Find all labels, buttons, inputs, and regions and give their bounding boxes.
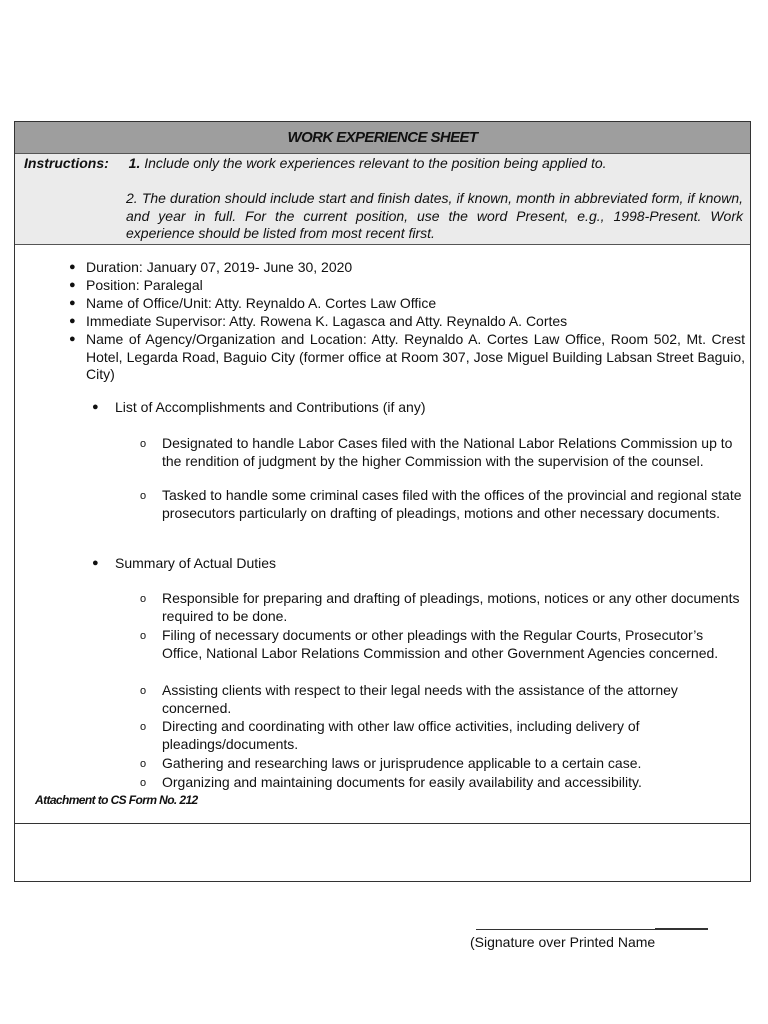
instruction-2 — [126, 190, 743, 243]
bullet-icon: ● — [92, 557, 99, 569]
duty-text: Directing and coordinating with other law office activities, including delivery of pleadings/documents. — [162, 718, 640, 752]
duty-item — [140, 626, 747, 662]
duty-item — [140, 754, 747, 772]
instruction-2-text: The duration should include start and finish dates, if known, month in abbreviated form, if known, and year in full. For the current position, use the word Present, e.g., 1998-Present. Work experience should be listed from most recent first. — [126, 190, 743, 241]
bullet-icon: ● — [69, 279, 76, 291]
bullet-icon: ● — [69, 315, 76, 327]
instruction-1-number: 1. — [128, 155, 141, 171]
duties-heading-text: Summary of Actual Duties — [115, 555, 277, 571]
bullet-icon: ● — [69, 297, 76, 309]
signature-line-accent — [655, 928, 708, 930]
circle-bullet-icon: o — [140, 685, 147, 697]
accomplishments-heading — [92, 399, 426, 417]
circle-bullet-icon: o — [140, 721, 147, 733]
duty-text: Responsible for preparing and drafting of pleadings, motions, notices or any other documents required to be done. — [162, 590, 740, 624]
circle-bullet-icon: o — [140, 490, 147, 502]
duty-text: Organizing and maintaining documents for easily availability and accessibility. — [162, 774, 642, 790]
instruction-1 — [24, 155, 607, 171]
signature-line — [476, 929, 708, 930]
bullet-icon: ● — [69, 333, 76, 345]
duty-item — [140, 717, 747, 753]
circle-bullet-icon: o — [140, 758, 147, 770]
supervisor-item — [69, 313, 745, 331]
duty-item — [140, 589, 747, 625]
bullet-icon: ● — [92, 401, 99, 413]
accomplishment-item — [140, 434, 747, 470]
circle-bullet-icon: o — [140, 777, 147, 789]
accomplishment-item — [140, 486, 747, 522]
circle-bullet-icon: o — [140, 593, 147, 605]
bullet-icon: ● — [69, 261, 76, 273]
attachment-note: Attachment to CS Form No. 212 — [35, 793, 202, 807]
accomplishment-text: Designated to handle Labor Cases filed with the National Labor Relations Commission up to the rendition of judgment by the higher Commission with the supervision of the counsel. — [162, 435, 733, 469]
office-item — [69, 295, 745, 313]
accomplishment-text: Tasked to handle some criminal cases filed with the offices of the provincial and regional state prosecutors particularly on drafting of pleadings, motions and other necessary documents. — [162, 487, 742, 521]
accomplishments-heading-text: List of Accomplishments and Contributions (if any) — [115, 399, 426, 415]
circle-bullet-icon: o — [140, 438, 147, 450]
duty-item — [140, 681, 747, 717]
instructions-label: Instructions: — [24, 155, 109, 171]
circle-bullet-icon: o — [140, 630, 147, 642]
duties-heading — [92, 555, 277, 573]
position-text: Position: Paralegal — [86, 277, 203, 293]
duration-text: Duration: January 07, 2019- June 30, 2020 — [86, 259, 353, 275]
duration-item — [69, 259, 745, 277]
instruction-2-number: 2. — [126, 190, 138, 206]
duty-item — [140, 773, 747, 791]
agency-text: Name of Agency/Organization and Location: Atty. Reynaldo A. Cortes Law Office, Room 502, Mt. Crest Hotel, Legarda Road, Baguio City (former office at Room 307, Jose Miguel Building Labsan Street Baguio, City) — [86, 331, 745, 382]
work-experience-sheet — [14, 121, 751, 882]
duty-text: Assisting clients with respect to their legal needs with the assistance of the attorney concerned. — [162, 682, 678, 716]
signature-caption: (Signature over Printed Name — [470, 934, 656, 950]
position-item — [69, 277, 745, 295]
agency-item — [69, 331, 745, 384]
duty-text: Gathering and researching laws or jurisprudence applicable to a certain case. — [162, 755, 642, 771]
divider — [15, 823, 750, 824]
duty-text: Filing of necessary documents or other pleadings with the Regular Courts, Prosecutor’s Office, National Labor Relations Commission and other Government Agencies concerned. — [162, 627, 719, 661]
instructions-panel — [15, 154, 750, 245]
office-text: Name of Office/Unit: Atty. Reynaldo A. Cortes Law Office — [86, 295, 437, 311]
sheet-title: WORK EXPERIENCE SHEET — [15, 122, 750, 154]
supervisor-text: Immediate Supervisor: Atty. Rowena K. Lagasca and Atty. Reynaldo A. Cortes — [86, 313, 568, 329]
instruction-1-text: Include only the work experiences relevant to the position being applied to. — [144, 155, 607, 171]
